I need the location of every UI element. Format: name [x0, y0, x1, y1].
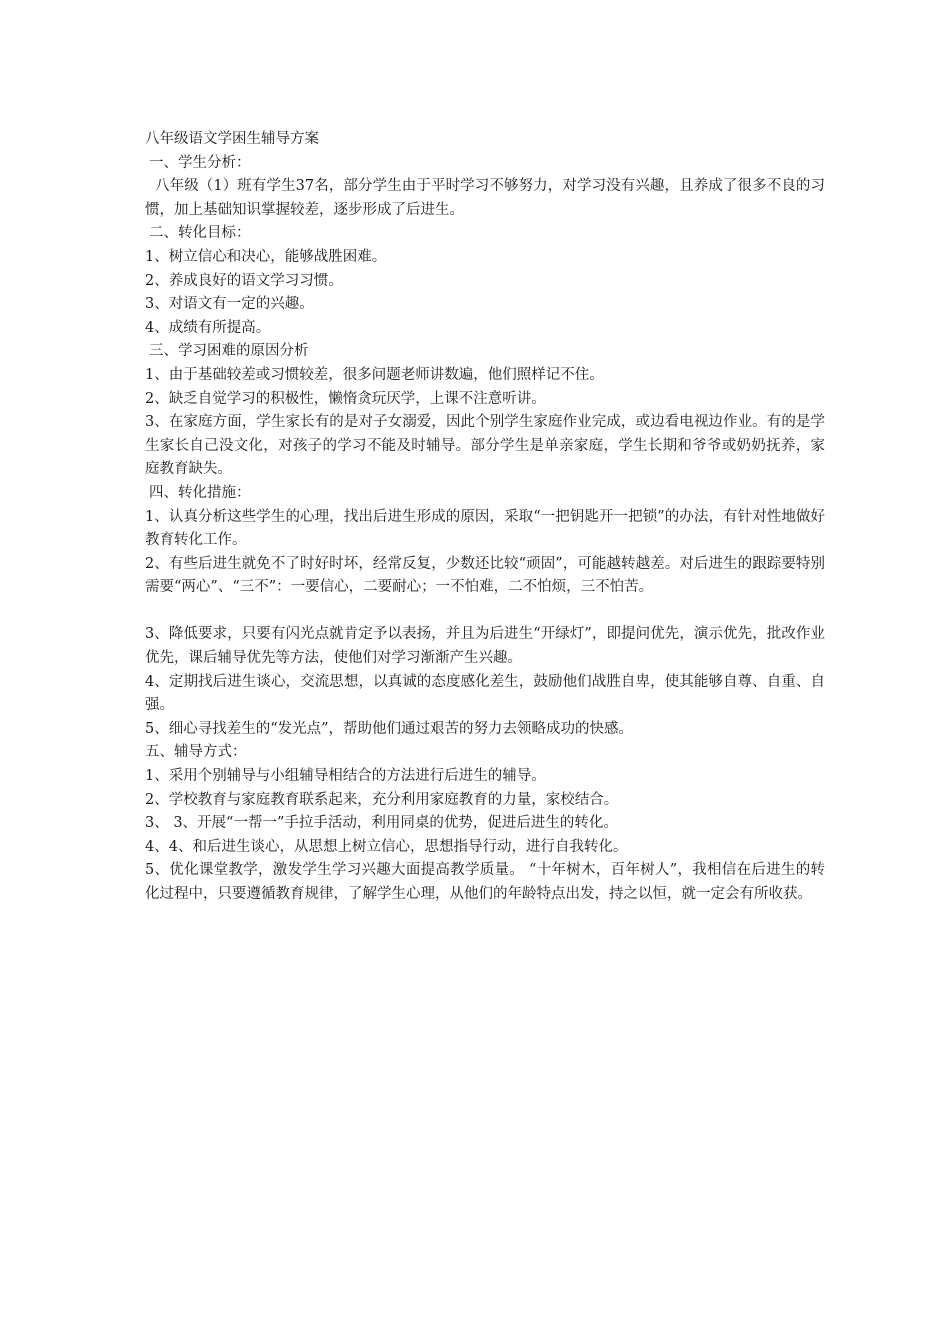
list-item: 4、成绩有所提高。	[145, 319, 271, 336]
list-item: 3、降低要求，只要有闪光点就肯定予以表扬，并且为后进生“开绿灯”，即提问优先，演示优先，批改作业优先，课后辅导优先等方法，使他们对学习渐渐产生兴趣。	[145, 626, 825, 667]
list-item: 3、 3、开展“一帮一”手拉手活动，利用同桌的优势，促进后进生的转化。	[145, 815, 618, 832]
list-item: 5、优化课堂教学，激发学生学习兴趣大面提高教学质量。 “十年树木，百年树人”，我相信在后进生的转化过程中，只要遵循教育规律，了解学生心理，从他们的年龄特点出发，持之以恒，就一定会有所收获。	[145, 862, 825, 902]
list-item: 4、4、和后进生谈心，从思想上树立信心，思想指导行动，进行自我转化。	[145, 838, 628, 855]
list-item: 1、由于基础较差或习惯较差，很多问题老师讲数遍，他们照样记不住。	[145, 366, 604, 383]
list-item: 5、细心寻找差生的“发光点”，帮助他们通过艰苦的努力去领略成功的快感。	[145, 720, 634, 737]
document-body	[145, 128, 825, 907]
list-item: 1、采用个别辅导与小组辅导相结合的方法进行后进生的辅导。	[145, 768, 546, 785]
section-heading-student-analysis: 一、学生分析：	[149, 154, 251, 171]
document-title: 八年级语文学困生辅导方案	[145, 131, 319, 147]
section-heading-methods: 五、辅导方式：	[145, 744, 247, 761]
list-item: 2、有些后进生就免不了时好时坏，经常反复，少数还比较“顽固”，可能越转越差。对后进生的跟踪要特别需要“两心”、“三不”：一要信心，二要耐心；一不怕难，二不怕烦，三不怕苦。	[145, 555, 825, 596]
list-item: 4、定期找后进生谈心，交流思想，以真诚的态度感化差生，鼓励他们战胜自卑，使其能够自尊、自重、自强。	[145, 673, 825, 714]
section-heading-goals: 二、转化目标：	[149, 225, 251, 242]
list-item: 2、学校教育与家庭教育联系起来，充分利用家庭教育的力量，家校结合。	[145, 791, 619, 808]
list-item: 2、缺乏自觉学习的积极性，懒惰贪玩厌学，上课不注意听讲。	[145, 390, 546, 407]
list-item: 3、对语文有一定的兴趣。	[145, 296, 314, 313]
paragraph-student-analysis: 八年级（1）班有学生37名，部分学生由于平时学习不够努力，对学习没有兴趣，且养成了很多不良的习惯，加上基础知识掌握较差，逐步形成了后进生。	[145, 178, 825, 218]
list-item: 1、树立信心和决心，能够战胜困难。	[145, 248, 387, 265]
section-heading-causes: 三、学习困难的原因分析	[149, 343, 309, 360]
list-item: 1、认真分析这些学生的心理，找出后进生形成的原因，采取“一把钥匙开一把锁”的办法，有针对性地做好教育转化工作。	[145, 508, 825, 549]
blank-line	[145, 600, 825, 624]
list-item: 3、在家庭方面，学生家长有的是对子女溺爱，因此个别学生家庭作业完成，或边看电视边作业。有的是学生家长自己没文化，对孩子的学习不能及时辅导。部分学生是单亲家庭，学生长期和爷爷或奶奶抚养，家庭教育缺失。	[145, 414, 825, 478]
list-item: 2、养成良好的语文学习习惯。	[145, 272, 343, 289]
section-heading-measures: 四、转化措施：	[149, 484, 251, 501]
